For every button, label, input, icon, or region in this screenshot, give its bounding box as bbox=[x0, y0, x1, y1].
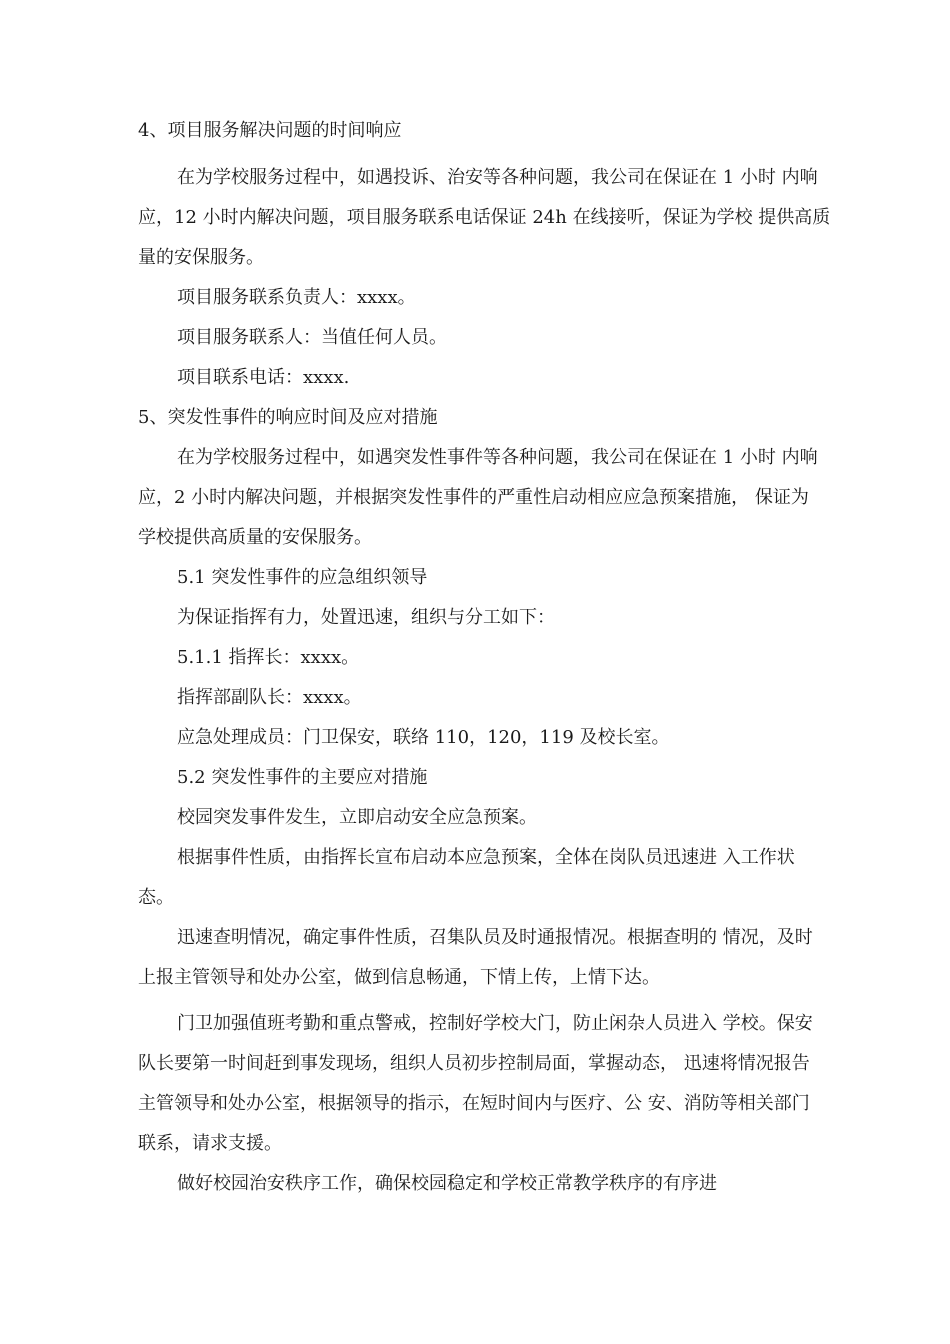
contact-manager: 项目服务联系负责人：xxxx。 bbox=[177, 287, 416, 308]
heading-emergency-response: 5、突发性事件的响应时间及应对措施 bbox=[138, 407, 438, 428]
paragraph-line: 迅速查明情况，确定事件性质，召集队员及时通报情况。根据查明的 情况，及时 bbox=[177, 927, 813, 948]
paragraph-line: 做好校园治安秩序工作，确保校园稳定和学校正常教学秩序的有序进 bbox=[177, 1173, 717, 1194]
paragraph-line: 队长要第一时间赶到事发现场，组织人员初步控制局面，掌握动态， 迅速将情况报告 bbox=[138, 1053, 810, 1074]
paragraph-line: 态。 bbox=[138, 887, 174, 908]
contact-person: 项目服务联系人：当值任何人员。 bbox=[177, 327, 447, 348]
deputy-line: 指挥部副队长：xxxx。 bbox=[177, 687, 362, 708]
members-line: 应急处理成员：门卫保安，联络 110，120，119 及校长室。 bbox=[177, 727, 670, 748]
paragraph-line: 主管领导和处办公室，根据领导的指示，在短时间内与医疗、公 安、消防等相关部门 bbox=[138, 1093, 810, 1114]
paragraph-line: 学校提供高质量的安保服务。 bbox=[138, 527, 372, 548]
paragraph-line: 在为学校服务过程中，如遇投诉、治安等各种问题，我公司在保证在 1 小时 内响 bbox=[177, 167, 818, 188]
contact-phone: 项目联系电话：xxxx. bbox=[177, 367, 350, 388]
paragraph-line: 为保证指挥有力，处置迅速，组织与分工如下： bbox=[177, 607, 555, 628]
paragraph-line: 量的安保服务。 bbox=[138, 247, 264, 268]
paragraph-line: 应，2 小时内解决问题，并根据突发性事件的严重性启动相应应急预案措施， 保证为 bbox=[138, 487, 809, 508]
paragraph-line: 校园突发事件发生，立即启动安全应急预案。 bbox=[177, 807, 537, 828]
paragraph-line: 在为学校服务过程中，如遇突发性事件等各种问题，我公司在保证在 1 小时 内响 bbox=[177, 447, 818, 468]
paragraph-line: 根据事件性质，由指挥长宣布启动本应急预案，全体在岗队员迅速进 入工作状 bbox=[177, 847, 795, 868]
paragraph-line: 联系，请求支援。 bbox=[138, 1133, 282, 1154]
subheading-organization: 5.1 突发性事件的应急组织领导 bbox=[177, 567, 428, 588]
subheading-measures: 5.2 突发性事件的主要应对措施 bbox=[177, 767, 428, 788]
paragraph-line: 上报主管领导和处办公室，做到信息畅通，下情上传，上情下达。 bbox=[138, 967, 660, 988]
heading-response-time: 4、项目服务解决问题的时间响应 bbox=[138, 120, 402, 141]
paragraph-line: 应，12 小时内解决问题，项目服务联系电话保证 24h 在线接听，保证为学校 提供高质 bbox=[138, 207, 831, 228]
paragraph-line: 门卫加强值班考勤和重点警戒，控制好学校大门，防止闲杂人员进入 学校。保安 bbox=[177, 1013, 813, 1034]
commander-line: 5.1.1 指挥长：xxxx。 bbox=[177, 647, 360, 668]
